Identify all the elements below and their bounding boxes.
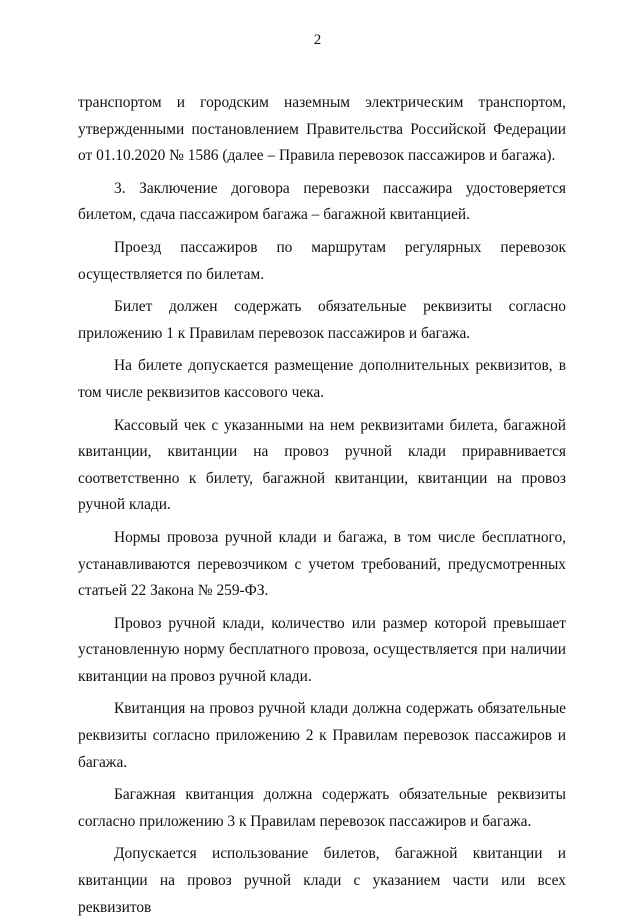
paragraph bbox=[78, 90, 566, 170]
text-line: осуществляется по билетам. bbox=[78, 265, 265, 283]
text-line: На билете допускается размещение дополнительных реквизитов, в bbox=[114, 357, 566, 375]
text-line: квитанции на провоз ручной клади с указанием части или всех реквизитов bbox=[78, 872, 566, 916]
paragraph bbox=[78, 841, 566, 921]
text-line: Допускается использование билетов, багажной квитанции и bbox=[114, 845, 566, 863]
document-body bbox=[78, 90, 566, 921]
text-line: том числе реквизитов кассового чека. bbox=[78, 383, 325, 401]
text-line: реквизиты согласно приложению 2 к Правилам перевозок пассажиров и bbox=[78, 727, 566, 745]
text-line: транспортом и городским наземным электрическим транспортом, bbox=[78, 94, 566, 111]
text-line: Провоз ручной клади, количество или размер которой превышает bbox=[114, 614, 566, 632]
text-line: Билет должен содержать обязательные реквизиты согласно bbox=[114, 298, 566, 316]
text-line: 3. Заключение договора перевозки пассажира удостоверяется bbox=[114, 179, 566, 197]
text-line: квитанции, квитанции на провоз ручной клади приравнивается bbox=[78, 443, 566, 461]
text-line: ручной клади. bbox=[78, 496, 171, 514]
text-line: багажа. bbox=[78, 753, 128, 771]
text-line: Квитанция на провоз ручной клади должна содержать обязательные bbox=[114, 700, 566, 718]
text-line: согласно приложению 3 к Правилам перевозок пассажиров и багажа. bbox=[78, 812, 532, 830]
paragraph bbox=[78, 525, 566, 605]
text-line: утвержденными постановлением Правительства Российской Федерации bbox=[78, 120, 566, 138]
text-line: квитанции на провоз ручной клади. bbox=[78, 667, 312, 685]
text-line: устанавливаются перевозчиком с учетом требований, предусмотренных bbox=[78, 555, 566, 573]
paragraph bbox=[78, 353, 566, 406]
paragraph bbox=[78, 611, 566, 691]
text-line: статьей 22 Закона № 259-ФЗ. bbox=[78, 582, 269, 600]
text-line: установленную норму бесплатного провоза, осуществляется при наличии bbox=[78, 641, 566, 659]
text-line: Багажная квитанция должна содержать обязательные реквизиты bbox=[114, 786, 566, 804]
paragraph bbox=[78, 782, 566, 835]
text-line: приложению 1 к Правилам перевозок пассажиров и багажа. bbox=[78, 324, 471, 342]
text-line: от 01.10.2020 № 1586 (далее – Правила перевозок пассажиров и багажа). bbox=[78, 147, 556, 165]
text-line: Кассовый чек с указанными на нем реквизитами билета, багажной bbox=[114, 416, 566, 434]
paragraph bbox=[78, 235, 566, 288]
text-line: соответственно к билету, багажной квитанции, квитанции на провоз bbox=[78, 469, 566, 487]
paragraph bbox=[78, 294, 566, 347]
text-line: билетом, сдача пассажиром багажа – багажной квитанцией. bbox=[78, 206, 471, 224]
paragraph bbox=[78, 176, 566, 229]
paragraph bbox=[78, 696, 566, 776]
text-line: Нормы провоза ручной клади и багажа, в том числе бесплатного, bbox=[114, 528, 566, 546]
paragraph bbox=[78, 413, 566, 519]
page-number: 2 bbox=[313, 32, 322, 48]
text-line: Проезд пассажиров по маршрутам регулярных перевозок bbox=[114, 238, 566, 256]
